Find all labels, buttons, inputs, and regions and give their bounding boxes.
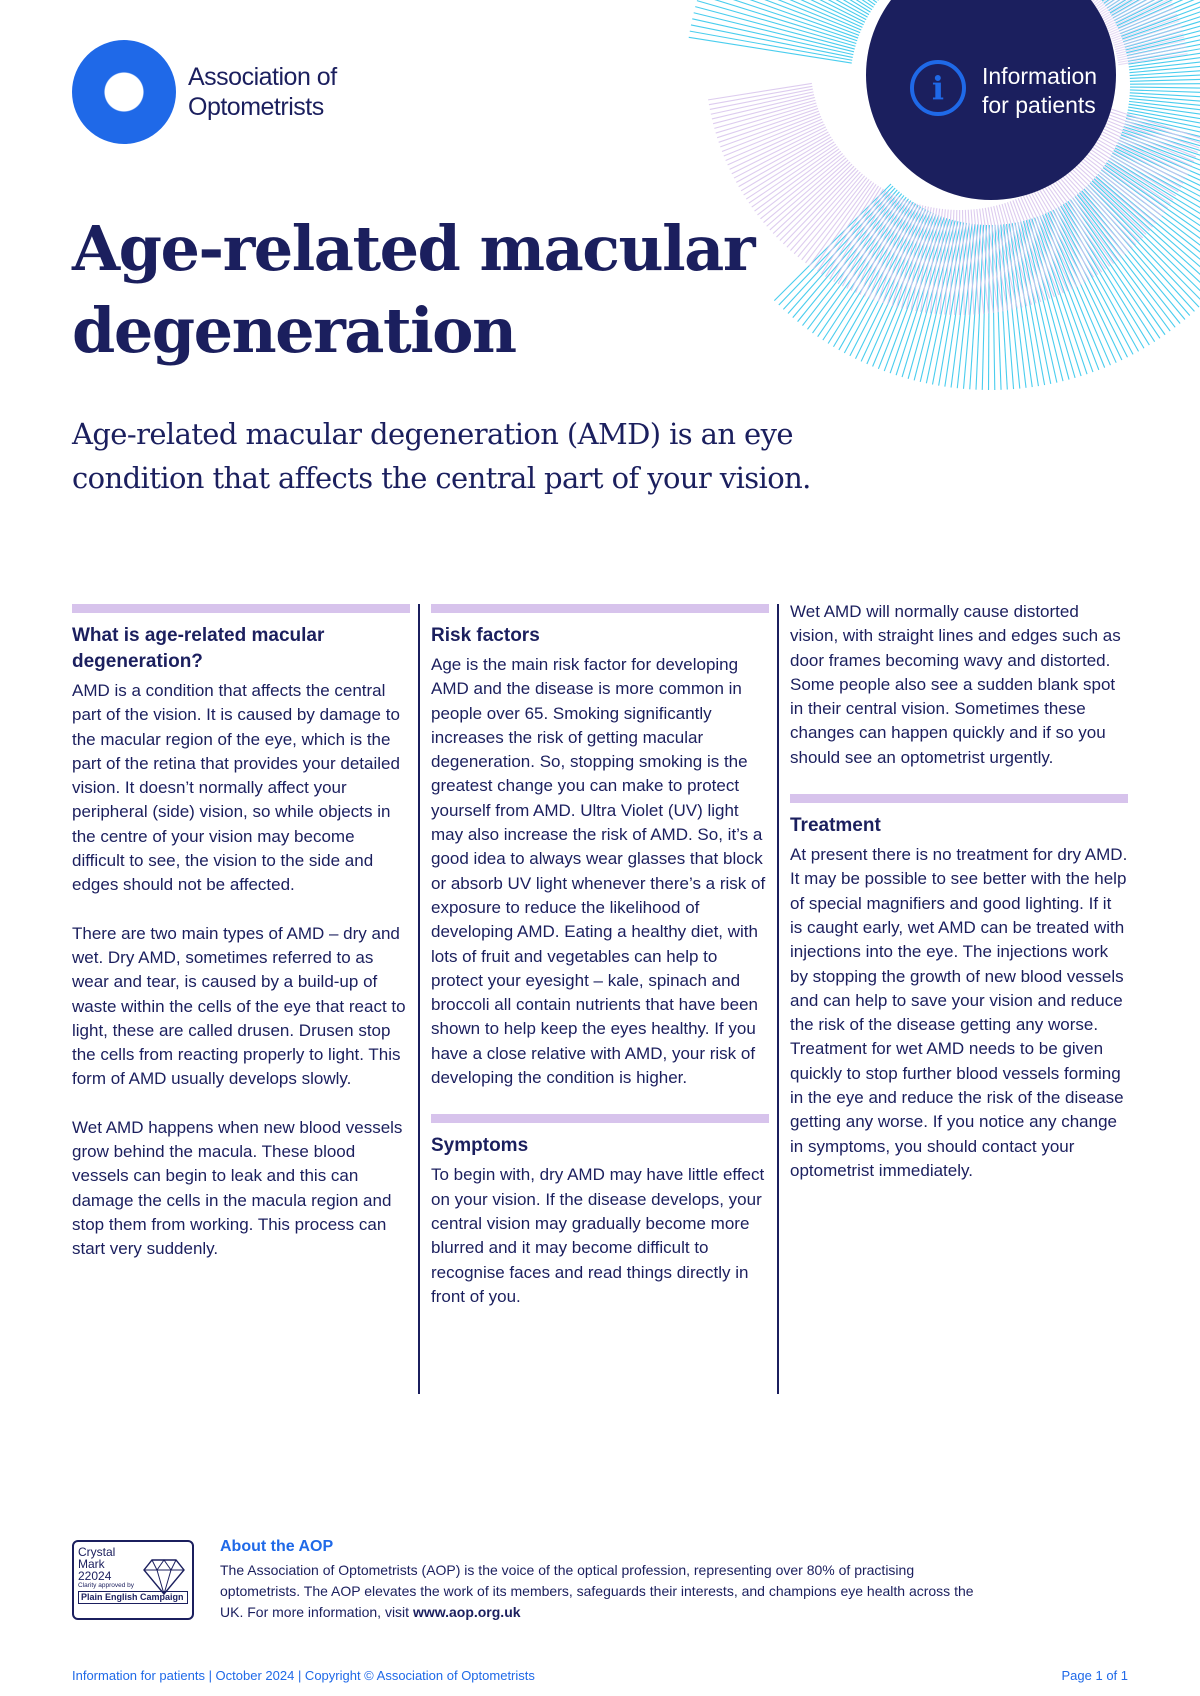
page-title: Age-related macular degeneration [72, 212, 754, 367]
crystal-mark-line: Mark [78, 1557, 105, 1571]
crystal-mark-campaign: Plain English Campaign [78, 1591, 188, 1604]
diamond-icon [142, 1556, 186, 1596]
logo-ring-icon [72, 40, 176, 144]
aop-logo [72, 40, 372, 150]
crystal-mark-line: Crystal [78, 1545, 116, 1559]
section-heading-treatment: Treatment [790, 815, 881, 837]
section-bar [431, 1114, 769, 1123]
paragraph: To begin with, dry AMD may have little effect on your vision. If the disease develops, your central vision may gradually become more blurred and it may become difficult to recognise faces and read things directly in front of you. [431, 1165, 765, 1306]
intro-text: Age-related macular degeneration (AMD) is an eye condition that affects the central part of your vision. [72, 417, 811, 495]
logo-line-1: Association of [188, 63, 337, 91]
logo-text [188, 62, 337, 122]
section-heading-symptoms: Symptoms [431, 1135, 529, 1157]
column-2 [431, 604, 769, 1333]
about-heading: About the AOP [220, 1538, 334, 1555]
about-section [220, 1536, 980, 1623]
paragraph: At present there is no treatment for dry AMD. It may be possible to see better with the help of special magnifiers and good lighting. If it is caught early, wet AMD can be treated with injections into the eye. The injections work by stopping the growth of new blood vessels and can help to save your vision and reduce the risk of the disease getting any worse. Treatment for wet AMD needs to be given quickly to stop further blood vessels forming in the eye and reduce the risk of the disease getting any worse. If you notice any change in symptoms, you should contact your optometrist immediately. [790, 845, 1128, 1180]
section-bar [431, 604, 769, 613]
column-divider [777, 604, 779, 1394]
crystal-mark-small: Clarity approved by [78, 1582, 134, 1589]
section-heading-what: What is age-related macular degeneration? [72, 625, 325, 672]
crystal-mark-number: 22024 [78, 1569, 112, 1583]
footer-info: Information for patients | October 2024 | Copyright © Association of Optometrists [72, 1668, 535, 1683]
about-body [220, 1560, 980, 1623]
section-bar [790, 794, 1128, 803]
about-link[interactable]: www.aop.org.uk [412, 1604, 521, 1620]
badge-text [982, 62, 1097, 120]
info-icon: i [910, 60, 966, 116]
about-text: The Association of Optometrists (AOP) is the voice of the optical profession, representing over 80% of practising optometrists. The AOP elevates the work of its members, safeguards their interests, and champions eye health across the UK. For more information, visit [220, 1562, 974, 1620]
column-3 [790, 600, 1128, 1207]
badge-line-1: Information [982, 63, 1098, 89]
logo-line-2: Optometrists [188, 93, 324, 121]
paragraph: Wet AMD happens when new blood vessels grow behind the macula. These blood vessels can begin to leak and this can damage the cells in the macula region and stop them from working. This process can start very suddenly. [72, 1117, 403, 1259]
page-number: Page 1 of 1 [1061, 1668, 1128, 1683]
section-heading-risk: Risk factors [431, 625, 540, 646]
badge-line-2: for patients [982, 92, 1096, 118]
info-badge [880, 0, 1140, 210]
paragraph: There are two main types of AMD – dry and wet. Dry AMD, sometimes referred to as wear and tear, is caused by a build-up of waste within the cells of the eye that react to light, these are called drusen. Drusen stop the cells from reacting properly to light. This form of AMD usually develops slowly. [72, 923, 406, 1089]
paragraph: Wet AMD will normally cause distorted vision, with straight lines and edges such as door frames becoming wavy and distorted. Some people also see a sudden blank spot in their central vision. Sometimes these changes can happen quickly and if so you should see an optometrist urgently. [790, 602, 1121, 767]
section-bar [72, 604, 410, 613]
crystal-mark-badge [72, 1540, 194, 1620]
column-1 [72, 604, 410, 1286]
paragraph: Age is the main risk factor for developing AMD and the disease is more common in people over 65. Smoking significantly increases the risk of getting macular degeneration. So, stopping smoking is the greatest change you can make to protect yourself from AMD. Ultra Violet (UV) light may also increase the risk of AMD. So, it’s a good idea to always wear glasses that block or absorb UV light whenever there’s a risk of exposure to reduce the likelihood of developing AMD. Eating a healthy diet, with lots of fruit and vegetables can help to protect your eyesight – kale, spinach and broccoli all contain nutrients that have been shown to help keep the eyes healthy. If you have a close relative with AMD, your risk of developing the condition is higher. [431, 655, 766, 1088]
column-divider [418, 604, 420, 1394]
paragraph: AMD is a condition that affects the central part of the vision. It is caused by damage to the macular region of the eye, which is the part of the retina that provides your detailed vision. It doesn’t normally affect your peripheral (side) vision, so while objects in the centre of your vision may become difficult to see, the vision to the side and edges should not be affected. [72, 681, 400, 895]
